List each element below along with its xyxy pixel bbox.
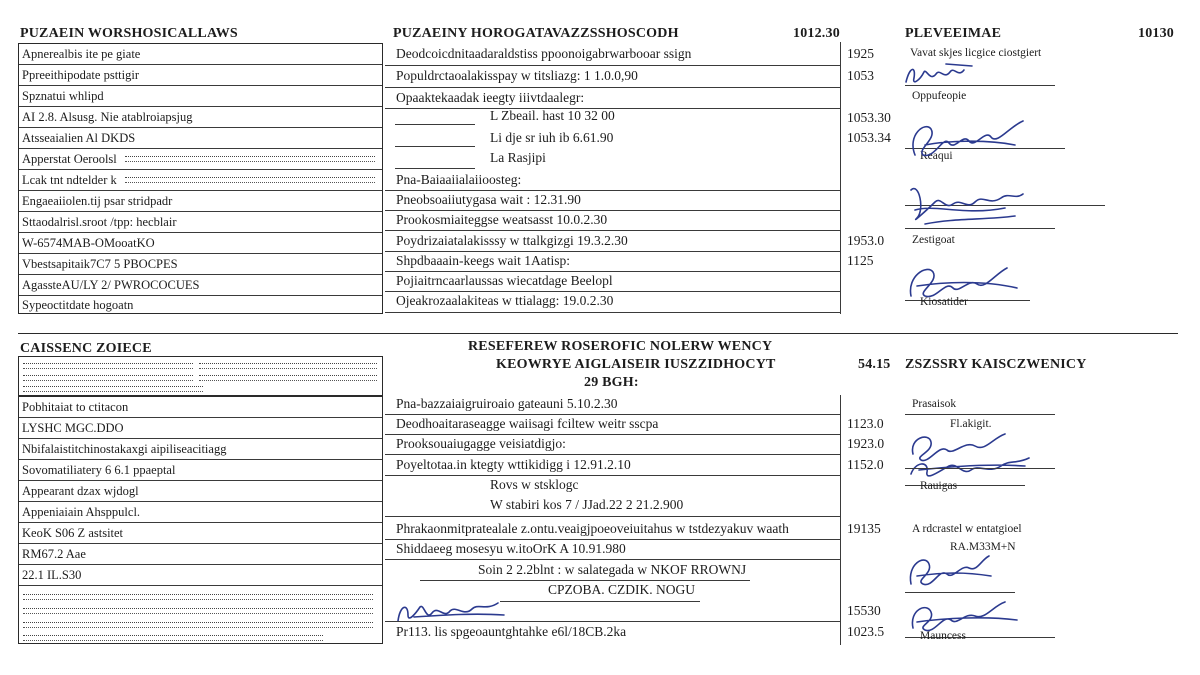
handwritten-signature [905, 115, 1035, 165]
line-number: 1925 [847, 46, 874, 61]
table-row: Ppreeithipodate psttigir [19, 65, 382, 86]
handwritten-signature [903, 260, 1033, 305]
table-row: Sttaodalrisl.sroot /tpp: hecblair [19, 212, 382, 233]
table-row: Atsseaialien Al DKDS [19, 128, 382, 149]
signature-label: A rdcrastel w entatgioel [912, 523, 1022, 535]
table-row: KeoK S06 Z astsitet [19, 523, 382, 544]
form-line: Prooksouaiugagge veisiatdigjo: [396, 436, 566, 451]
underline [385, 210, 840, 211]
signature-label: Mauncess [920, 630, 966, 642]
fine-print-row [19, 586, 382, 645]
signature-label: Oppufeopie [912, 90, 967, 102]
table-row: Sovomatiliatery 6 6.1 ppaeptal [19, 460, 382, 481]
underline [385, 271, 840, 272]
table-row: Apperstat Oeroolsl [19, 149, 382, 170]
form-line: Shpdbaaain-keegs wait 1Aatisp: [396, 253, 570, 268]
underline [385, 516, 840, 517]
underline [385, 454, 840, 455]
underline [385, 414, 840, 415]
line-number: 1125 [847, 253, 874, 268]
form-line: Pr113. lis spgeoauntghtahke e6l/18CB.2ka [396, 624, 627, 639]
form-line: Pojiaitrncaarlaussas wiecatdage Beelopl [396, 273, 613, 288]
signature-label: RA.M33M+N [950, 541, 1016, 553]
form-line: W stabiri kos 7 / JJad.22 2 21.2.900 [490, 497, 684, 512]
handwritten-signature [902, 60, 982, 90]
form-line: La Rasjipi [490, 150, 546, 165]
column-divider [840, 395, 841, 645]
signature-label: Prasaisok [912, 398, 957, 410]
table-row: Pobhitaiat to ctitacon [19, 397, 382, 418]
form-line: Ojeakrozaalakiteas w ttialagg: 19.0.2.30 [396, 293, 614, 308]
bottom-middle-title: RESEFEREW ROSEROFIC NOLERW WENCY [468, 339, 773, 354]
underline [385, 65, 840, 66]
table-row: Vbestsapitaik7C7 5 PBOCPES [19, 254, 382, 275]
line-number: 1953.0 [847, 233, 885, 248]
top-middle-title: PUZAEINY HOROGATAVAZZSSHOSCODH [393, 26, 679, 41]
blank-line [395, 146, 475, 147]
form-line: Shiddaeeg mosesyu w.itoOrK A 10.91.980 [396, 541, 626, 556]
signature-line [905, 592, 1015, 593]
signature-label: Kiosatider [920, 296, 968, 308]
top-right-time: 10130 [1138, 26, 1174, 41]
table-row: Engaeaiiolen.tij psar stridpadr [19, 191, 382, 212]
form-line: CPZOBA. CZDIK. NOGU [548, 582, 696, 597]
form-line: Pna-bazzaiaigruiroaio gateauni 5.10.2.30 [396, 396, 618, 411]
underline [385, 539, 840, 540]
bottom-middle-code: 29 BGH: [584, 375, 639, 390]
table-row: Lcak tnt ndtelder k [19, 170, 382, 191]
underline [385, 559, 840, 560]
table-row: W-6574MAB-OMooatKO [19, 233, 382, 254]
table-row: Spznatui whlipd [19, 86, 382, 107]
signature-line [905, 414, 1055, 415]
blank-line [395, 168, 475, 169]
underline [385, 475, 840, 476]
underline [385, 312, 840, 313]
form-line: Prookosmiaiteggse weatsasst 10.0.2.30 [396, 212, 608, 227]
form-line: Opaaktekaadak ieegty iiivtdaalegr: [396, 90, 585, 105]
table-row: LYSHC MGC.DDO [19, 418, 382, 439]
table-row: 22.1 IL.S30 [19, 565, 382, 586]
underline [385, 190, 840, 191]
column-divider [840, 42, 841, 314]
signature-label: Fl.akigit. [950, 418, 992, 430]
form-line: Deodhoaitaraseagge waiisagi fciltew weitr sscpa [396, 416, 659, 431]
underline [385, 230, 840, 231]
line-number: 1053.34 [847, 130, 891, 145]
table-row: RM67.2 Aae [19, 544, 382, 565]
form-line: Li dje sr iuh ib 6.61.90 [490, 130, 614, 145]
form-line: Populdrctaoalakisspay w titsliazg: 1 1.0.0,90 [396, 68, 638, 83]
underline [500, 601, 700, 602]
table-row: Nbifalaistitchinostakaxgi aipiliseacitiagg [19, 439, 382, 460]
signature-label: Zestigoat [912, 234, 955, 246]
top-middle-time: 1012.30 [793, 26, 840, 41]
underline [385, 434, 840, 435]
form-line: Pneobsoaiiutygasa wait : 12.31.90 [396, 192, 581, 207]
bottom-right-title: ZSZSSRY KAISCZWENICY [905, 357, 1087, 372]
fine-print-strip [125, 177, 375, 183]
signature-label: Vavat skjes licgice ciostgiert [910, 47, 1042, 59]
underline [420, 580, 750, 581]
form-line: Deodcoicdnitaadaraldstiss ppoonoigabrwarbooar ssign [396, 46, 692, 61]
signature-line [905, 468, 1055, 469]
underline [385, 251, 840, 252]
bottom-middle-time: 54.15 [858, 357, 891, 372]
form-line: Pna-Baiaaiialaiioosteg: [396, 172, 522, 187]
table-row: AgassteAU/LY 2/ PWROCOCUES [19, 275, 382, 296]
line-number: 1123.0 [847, 416, 884, 431]
top-left-title: PUZAEIN WORSHOSICALLAWS [20, 26, 238, 41]
underline [385, 87, 840, 88]
form-line: Soin 2 2.2blnt : w salategada w NKOF RROWNJ [478, 562, 747, 577]
form-line: Poyeltotaa.in ktegty wttikidigg i 12.91.2.10 [396, 457, 631, 472]
table-row: Apnerealbis ite pe giate [19, 44, 382, 65]
form-line: Phrakaonmitpratealale z.ontu.veaigjpoeoveiuitahus w tstdezyakuv waath [396, 521, 789, 536]
form-line: Poydrizaiatalakisssy w ttalkgizgi 19.3.2.30 [396, 233, 628, 248]
handwritten-signature [905, 550, 995, 590]
table-row: Sypeoctitdate hogoatn [22, 298, 134, 312]
underline [385, 621, 840, 622]
signature-label: Reaqui [920, 150, 953, 162]
handwritten-signature [905, 180, 1035, 230]
underline [385, 291, 840, 292]
line-number: 1023.5 [847, 624, 885, 639]
signature-label: Rauigas [920, 480, 958, 492]
handwritten-signature [394, 597, 514, 627]
top-right-title: PLEVEEIMAE [905, 26, 1002, 41]
bottom-left-title: CAISSENC ZOIECE [20, 341, 152, 356]
line-number: 19135 [847, 521, 881, 536]
line-number: 1152.0 [847, 457, 884, 472]
bottom-left-form-table [18, 396, 383, 644]
line-number: 15530 [847, 603, 881, 618]
form-line: L Zbeail. hast 10 32 00 [490, 108, 615, 123]
table-row: Appeniaiain Ahsppulcl. [19, 502, 382, 523]
section-divider [18, 333, 1178, 334]
table-row: Appearant dzax wjdogl [19, 481, 382, 502]
line-number: 1923.0 [847, 436, 885, 451]
line-number: 1053.30 [847, 110, 891, 125]
line-number: 1053 [847, 68, 874, 83]
blank-line [395, 124, 475, 125]
form-line: Rovs w stsklogc [490, 477, 579, 492]
fine-print-box [18, 356, 383, 396]
bottom-middle-subtitle: KEOWRYE AIGLAISEIR IUSZZIDHOCYT [496, 357, 776, 372]
fine-print-strip [125, 156, 375, 162]
table-row: AI 2.8. Alsusg. Nie atablroiapsjug [19, 107, 382, 128]
